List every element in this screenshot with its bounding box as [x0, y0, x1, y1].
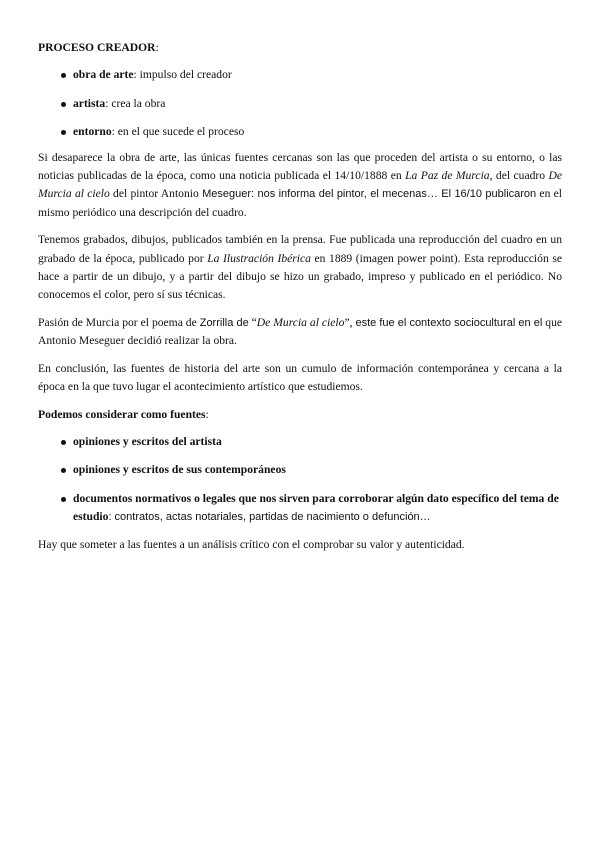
list-item: opiniones y escritos del artista: [38, 433, 562, 451]
bullet-icon: [61, 73, 66, 78]
bullet-icon: [61, 497, 66, 502]
fuentes-list: [38, 433, 562, 527]
paragraph-grabados: Tenemos grabados, dibujos, publicados también en la prensa. Fue publicada una reproducción del cuadro en un grabado de la época, publicado por La Ilustración Ibérica en 1889 (imagen power point). Esta reproducción se hace a partir de un dibujo, y a partir del dibujo se hizo un grabado, impreso y publicado en el periódico. No conocemos el color, pero sí sus técnicas.: [38, 233, 562, 302]
proceso-list: [38, 66, 562, 141]
list-item: entorno: en el que sucede el proceso: [38, 123, 562, 141]
heading-text: PROCESO CREADOR: [38, 41, 156, 54]
bullet-icon: [61, 440, 66, 445]
paragraph-critica: Hay que someter a las fuentes a un análisis crítico con el comprobar su valor y autenticidad.: [38, 537, 465, 551]
section-heading-proceso: PROCESO CREADOR:: [38, 41, 159, 54]
bullet-icon: [61, 130, 66, 135]
paragraph-pasion: Pasión de Murcia por el poema de Zorrilla de “De Murcia al cielo”, este fue el contexto sociocultural en el que Antonio Meseguer decidió realizar la obra.: [38, 315, 563, 348]
paragraph-noticias: Si desaparece la obra de arte, las únicas fuentes cercanas son las que proceden del artista o su entorno, o las noticias publicadas de la época, como una noticia publicada el 14/10/1888 en La Paz de Murcia, del cuadro De Murcia al cielo del pintor Antonio Meseguer: nos informa del pintor, el mecenas… El 16/10 publicaron en el mismo periódico una descripción del cuadro.: [38, 150, 562, 219]
list-item: artista: crea la obra: [38, 95, 562, 113]
heading-text: Podemos considerar como fuentes: [38, 407, 206, 421]
list-item: obra de arte: impulso del creador: [38, 66, 562, 84]
bullet-icon: [61, 468, 66, 473]
list-item: opiniones y escritos de sus contemporáneos: [38, 461, 562, 479]
document-body: [38, 39, 562, 554]
list-item: documentos normativos o legales que nos sirven para corroborar algún dato específico del tema de estudio: contratos, actas notariales, partidas de nacimiento o defunción…: [38, 490, 562, 527]
section-heading-fuentes: Podemos considerar como fuentes:: [38, 407, 209, 421]
paragraph-conclusion: En conclusión, las fuentes de historia del arte son un cumulo de información contemporánea y cercana a la época en la que tuvo lugar el acontecimiento artístico que estudiemos.: [38, 361, 562, 394]
bullet-icon: [61, 102, 66, 107]
